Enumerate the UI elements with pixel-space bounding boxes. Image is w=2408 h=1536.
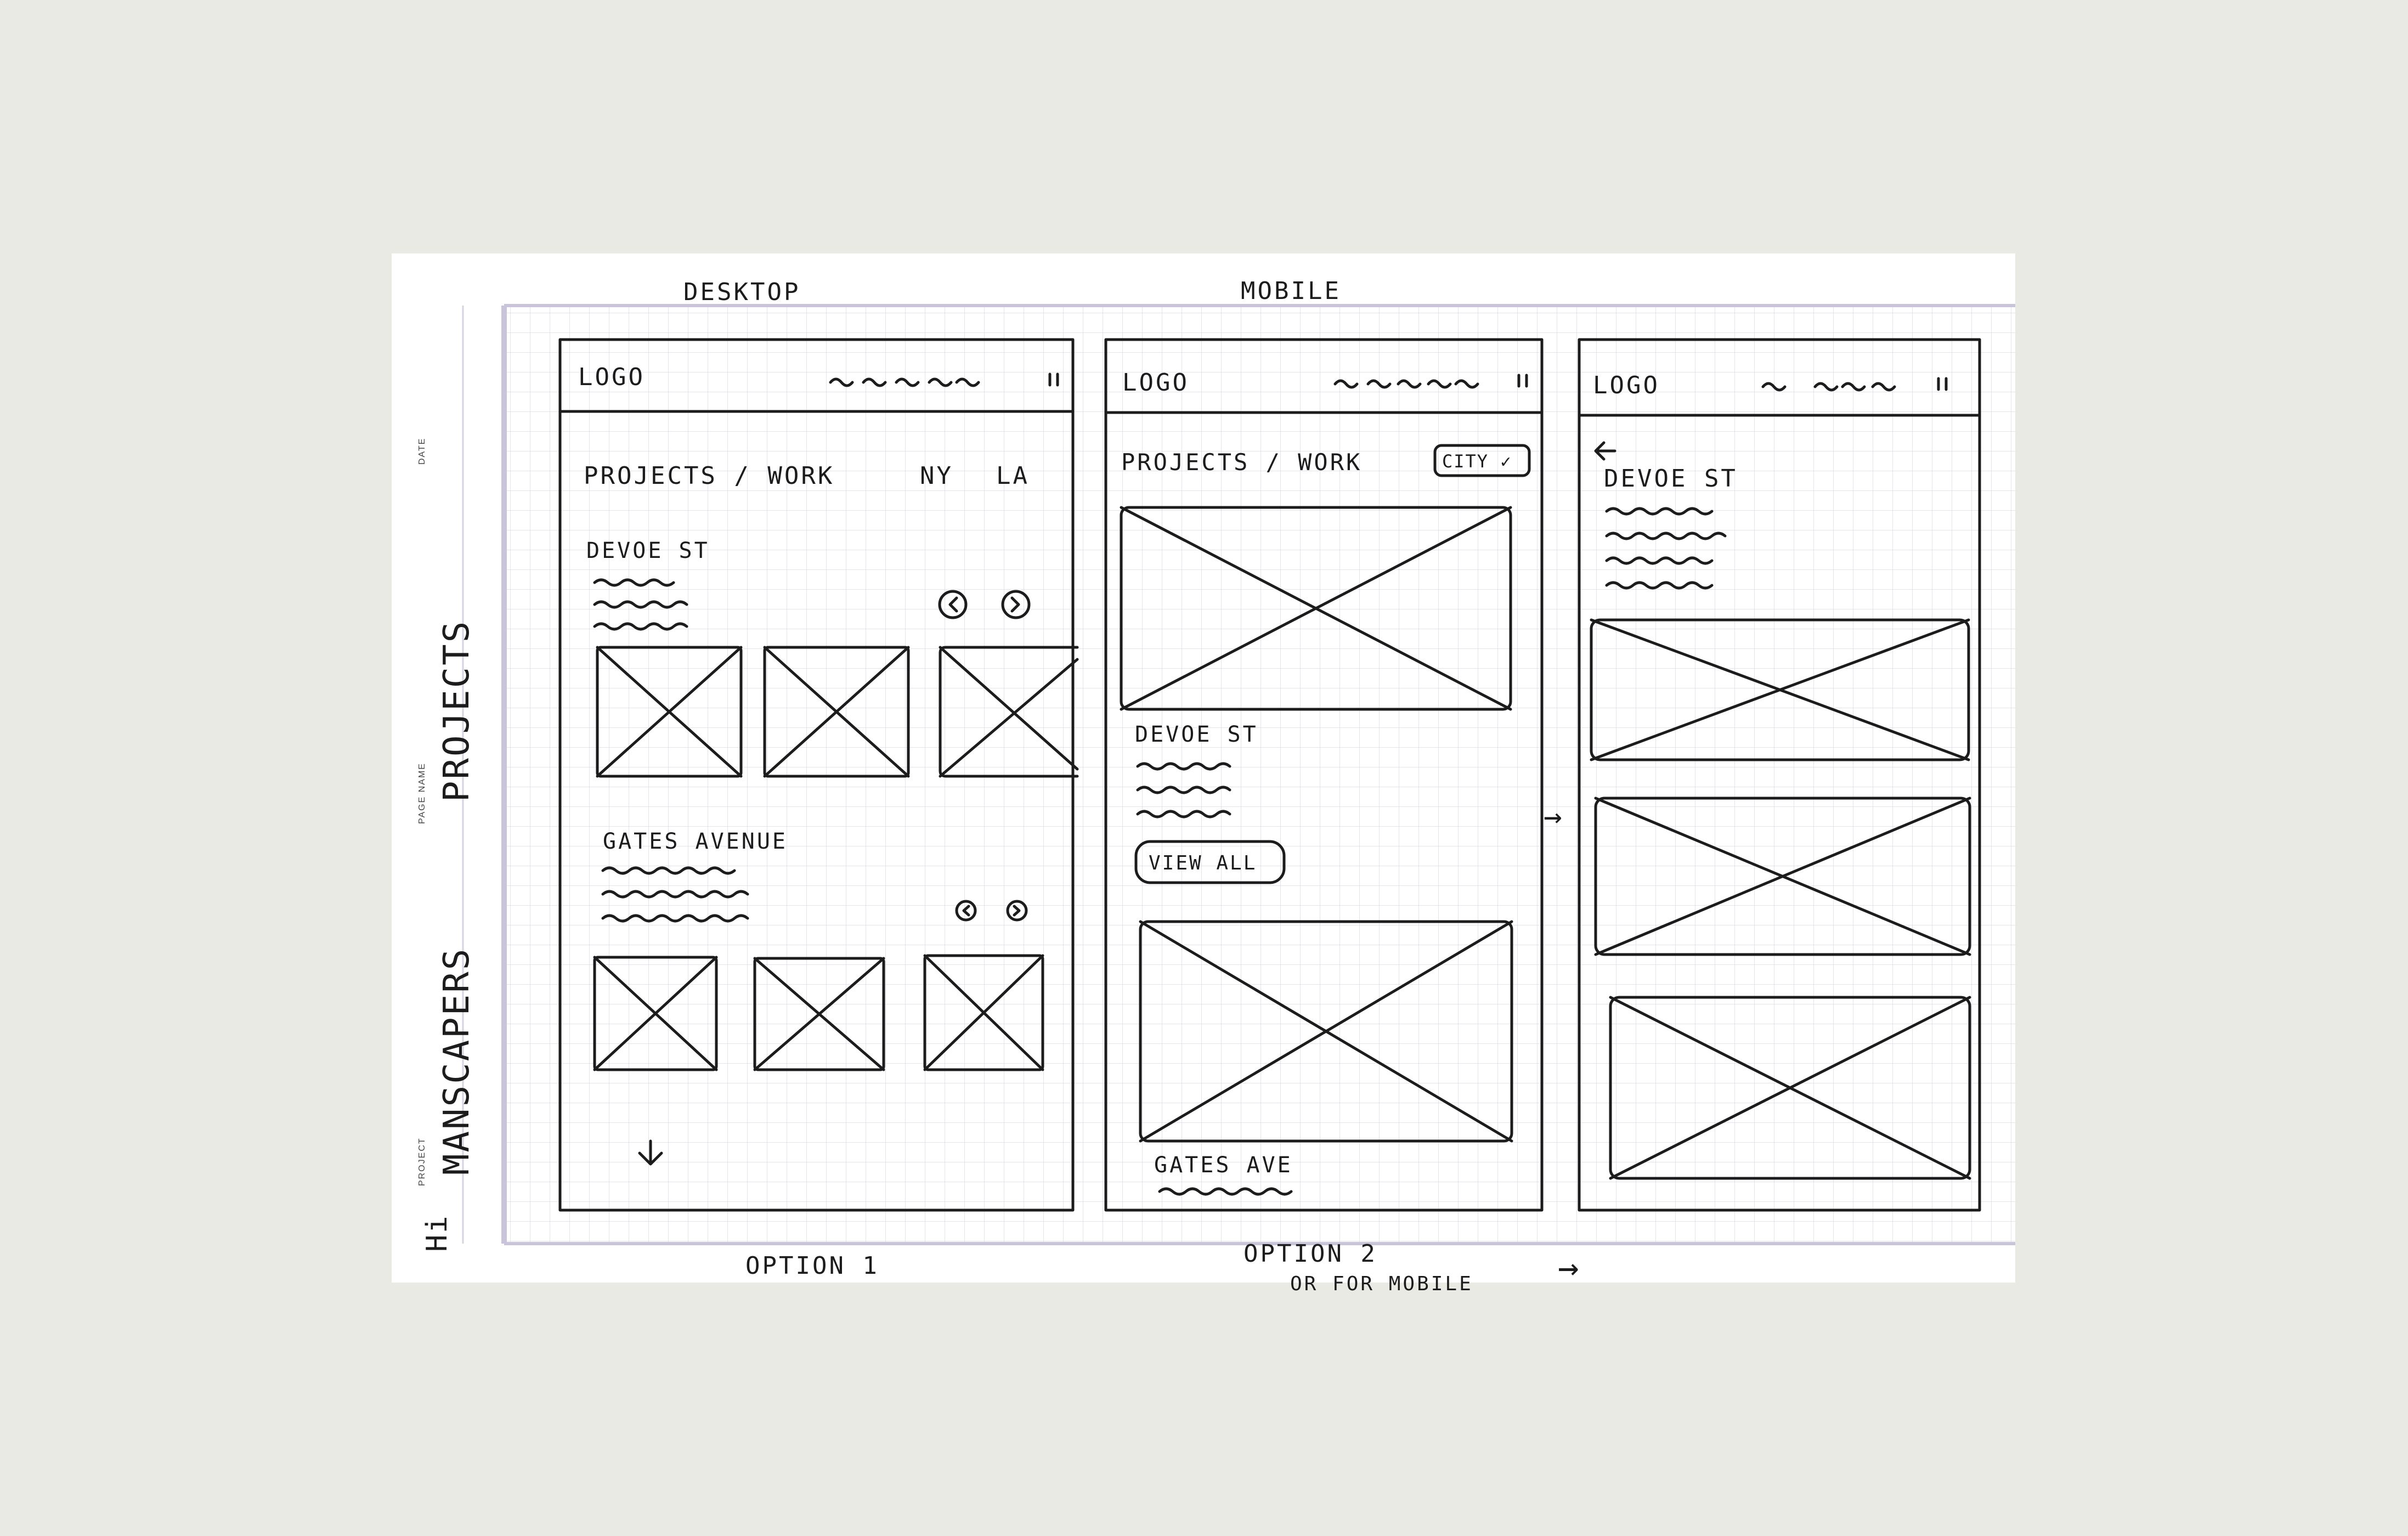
label-option-2: OPTION 2: [1243, 1240, 1377, 1268]
label-desktop: DESKTOP: [683, 278, 801, 306]
mobile-detail-title: DEVOE ST: [1604, 465, 1738, 493]
project-value: MANSCAPERS: [437, 947, 477, 1175]
transition-arrow-icon: →: [1544, 799, 1564, 834]
date-caption: DATE: [417, 437, 427, 465]
label-mobile: MOBILE: [1241, 277, 1341, 305]
sketch-sheet: [392, 253, 2015, 1295]
desktop-city-ny[interactable]: NY: [920, 462, 953, 490]
desktop-section-2-title: GATES AVENUE: [603, 829, 788, 854]
desktop-page-title: PROJECTS / WORK: [584, 462, 835, 490]
mobile-list-logo: LOGO: [1122, 369, 1189, 397]
mobile-list-section-2-title: GATES AVE: [1154, 1153, 1293, 1178]
label-option-2-note: OR FOR MOBILE: [1290, 1273, 1473, 1295]
signature: Hi: [421, 1214, 454, 1252]
view-all-label: VIEW ALL: [1149, 852, 1257, 874]
mobile-list-city-select-label: CITY ✓: [1442, 451, 1512, 472]
footer-arrow-icon: →: [1558, 1247, 1581, 1288]
wireframe-sketch: [392, 253, 2015, 1295]
mobile-detail-logo: LOGO: [1593, 371, 1660, 399]
label-option-1: OPTION 1: [745, 1252, 879, 1280]
mobile-list-section-1-title: DEVOE ST: [1135, 722, 1258, 747]
grid-paper: [504, 306, 2015, 1244]
project-caption: PROJECT: [417, 1137, 427, 1186]
page-name-value: PROJECTS: [437, 619, 477, 802]
desktop-logo: LOGO: [578, 363, 645, 391]
page-name-caption: PAGE NAME: [417, 763, 427, 824]
desktop-section-1-title: DEVOE ST: [586, 538, 710, 563]
desktop-city-la[interactable]: LA: [996, 462, 1030, 490]
mobile-list-page-title: PROJECTS / WORK: [1121, 449, 1363, 476]
